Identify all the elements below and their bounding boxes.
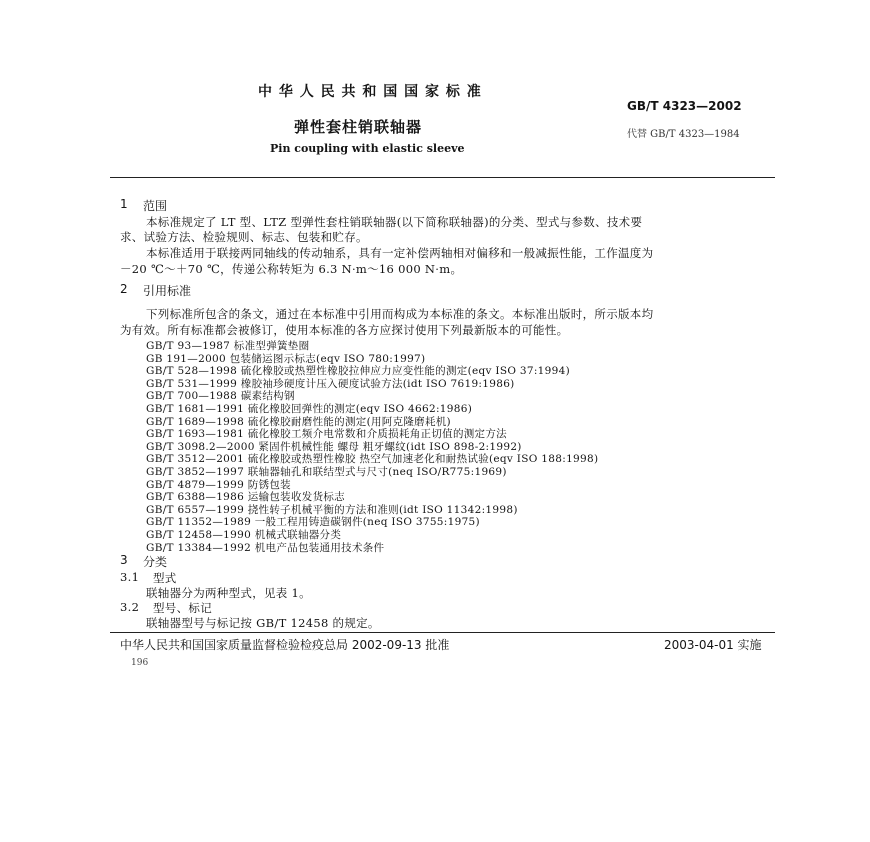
subsection-3-2-text: 联轴器型号与标记按 GB/T 12458 的规定。 — [146, 616, 380, 630]
reference-item: GB/T 1693—1981 硫化橡胶工频介电常数和介质损耗角正切值的测定方法 — [146, 428, 507, 441]
section-1-para-1a: 本标准规定了 LT 型、LTZ 型弹性套柱销联轴器(以下简称联轴器)的分类、型式与参数、技术要 — [146, 215, 643, 229]
subsection-3-2-heading: 型号、标记 — [153, 601, 212, 615]
reference-item: GB 191—2000 包装储运图示标志(eqv ISO 780:1997) — [146, 352, 426, 365]
reference-item: GB/T 12458—1990 机械式联轴器分类 — [146, 529, 342, 541]
section-3-heading-visible: 分类 — [143, 555, 168, 569]
approval-line: 中华人民共和国国家质量监督检验检疫总局 2002-09-13 批准 — [120, 638, 450, 652]
title-rule — [110, 177, 775, 178]
document-title: 弹性套柱销联轴器 — [294, 118, 423, 136]
section-1-para-2b: －20 ℃～＋70 ℃，传递公称转矩为 6.3 N·m～16 000 N·m。 — [120, 262, 463, 276]
footer-rule-visible — [110, 632, 775, 633]
section-3-number-visible: 3 — [120, 553, 128, 567]
subsection-3-2-number: 3.2 — [120, 600, 140, 614]
reference-item: GB/T 3512—2001 硫化橡胶或热塑性橡胶 热空气加速老化和耐热试验(eqv ISO 188:1998) — [146, 453, 599, 466]
reference-item: GB/T 6557—1999 挠性转子机械平衡的方法和准则(idt ISO 11342:1998) — [146, 503, 518, 516]
reference-item: GB/T 1681—1991 硫化橡胶回弹性的测定(eqv ISO 4662:1986) — [146, 403, 473, 415]
reference-item: GB/T 700—1988 碳素结构钢 — [146, 390, 295, 403]
reference-item: GB/T 531—1999 橡胶袖珍硬度计压入硬度试验方法(idt ISO 7619:1986) — [146, 377, 515, 390]
section-1-para-1b: 求、试验方法、检验规则、标志、包装和贮存。 — [120, 230, 368, 244]
reference-item: GB/T 528—1998 硫化橡胶或热塑性橡胶拉伸应力应变性能的测定(eqv ISO 37:1994) — [146, 365, 570, 378]
reference-item: GB/T 11352—1989 一般工程用铸造碳钢件(neq ISO 3755:1975) — [146, 516, 480, 529]
reference-item: GB/T 3852—1997 联轴器轴孔和联结型式与尺寸(neq ISO/R775:1969) — [146, 466, 507, 478]
issuing-org: 中 华 人 民 共 和 国 国 家 标 准 — [258, 84, 482, 100]
section-1-heading: 范围 — [143, 199, 168, 213]
reference-item: GB/T 13384—1992 机电产品包装通用技术条件 — [146, 541, 385, 554]
effective-date: 2003-04-01 实施 — [664, 638, 762, 652]
english-title: Pin coupling with elastic sleeve — [270, 142, 465, 155]
replaces-standard: 代替 GB/T 4323—1984 — [627, 129, 740, 140]
section-1-para-2a: 本标准适用于联接两同轴线的传动轴系，具有一定补偿两轴相对偏移和一般减振性能，工作温度为 — [146, 246, 654, 260]
standard-code: GB/T 4323—2002 — [627, 99, 742, 113]
reference-item: GB/T 6388—1986 运输包装收发货标志 — [146, 491, 345, 504]
subsection-3-1-heading: 型式 — [153, 571, 177, 585]
page-number: 196 — [131, 658, 149, 668]
subsection-3-1-number: 3.1 — [120, 570, 140, 584]
section-2-heading: 引用标准 — [143, 284, 192, 298]
reference-item: GB/T 93—1987 标准型弹簧垫圈 — [146, 340, 310, 352]
section-2-number: 2 — [120, 282, 128, 296]
reference-item: GB/T 1689—1998 硫化橡胶耐磨性能的测定(用阿克隆磨耗机) — [146, 415, 451, 428]
section-2-para-1a: 下列标准所包含的条文，通过在本标准中引用而构成为本标准的条文。本标准出版时，所示版本均 — [146, 307, 654, 321]
section-2-para-1b: 为有效。所有标准都会被修订，使用本标准的各方应探讨使用下列最新版本的可能性。 — [120, 323, 569, 337]
reference-item: GB/T 3098.2—2000 紧固件机械性能 螺母 粗牙螺纹(idt ISO 898-2:1992) — [146, 440, 522, 453]
reference-item: GB/T 4879—1999 防锈包装 — [146, 478, 291, 491]
subsection-3-1-text: 联轴器分为两种型式，见表 1。 — [146, 586, 311, 600]
section-1-number: 1 — [120, 197, 128, 211]
